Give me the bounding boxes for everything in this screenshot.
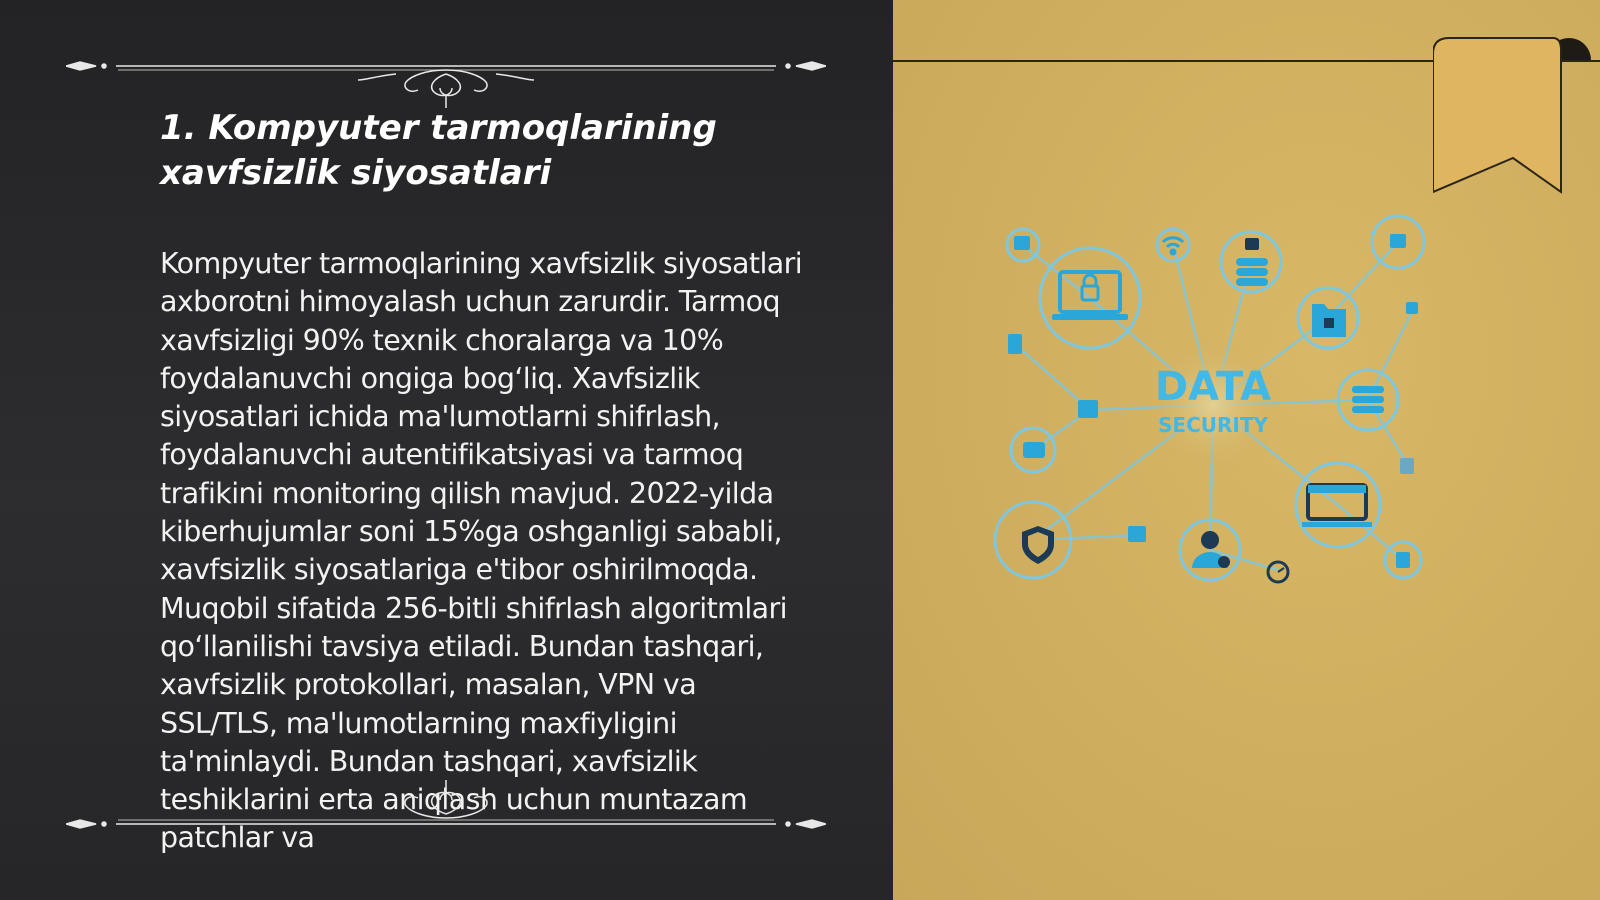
clock-icon: [1268, 562, 1288, 582]
shield-icon: [1022, 526, 1054, 564]
slide-body-text: Kompyuter tarmoqlarining xavfsizlik siyosatlari axborotni himoyalash uchun zarurdir. Tarmoq xavfsizligi 90% texnik choralarga va 10% foydalanuvchi ongiga bog‘liq. Xavfsizlik siyosatlari ichida ma'lumotlarni shifrlash, foydalanuvchi autentifikatsiyasi va tarmoq trafikini monitoring qilish mavjud. 2022-yilda kiberhujumlar soni 15%ga oshganligi sababli, xavfsizlik siyosatlariga e'tibor oshirilmoqda. Muqobil sifatida 256-bitli shifrlash algoritmlari qo‘llanilishi tavsiya etiladi. Bundan tashqari, xavfsizlik protokollari, masalan, VPN va SSL/TLS, ma'lumotlarning maxfiyligini ta'minlaydi. Bundan tashqari, xavfsizlik teshiklarini erta aniqlash uchun muntazam patchlar va: [160, 247, 803, 855]
ornament-divider-icon: [66, 772, 826, 832]
computer-icon: [1302, 485, 1372, 527]
slide-title: 1. Kompyuter tarmoqlarining xavfsizlik siyosatlari: [160, 108, 717, 193]
graphic-title-line2: SECURITY: [1158, 413, 1268, 437]
data-security-graphic: [978, 210, 1438, 610]
laptop-lock-icon: [1052, 272, 1128, 320]
folder-lock-icon: [1312, 304, 1346, 337]
database-lock-icon: [1236, 238, 1268, 286]
database-icon: [1352, 386, 1384, 413]
bookmark-ribbon-icon: [1433, 36, 1593, 196]
graphic-title-line1: DATA: [1154, 364, 1272, 410]
right-image-panel: [893, 0, 1600, 900]
